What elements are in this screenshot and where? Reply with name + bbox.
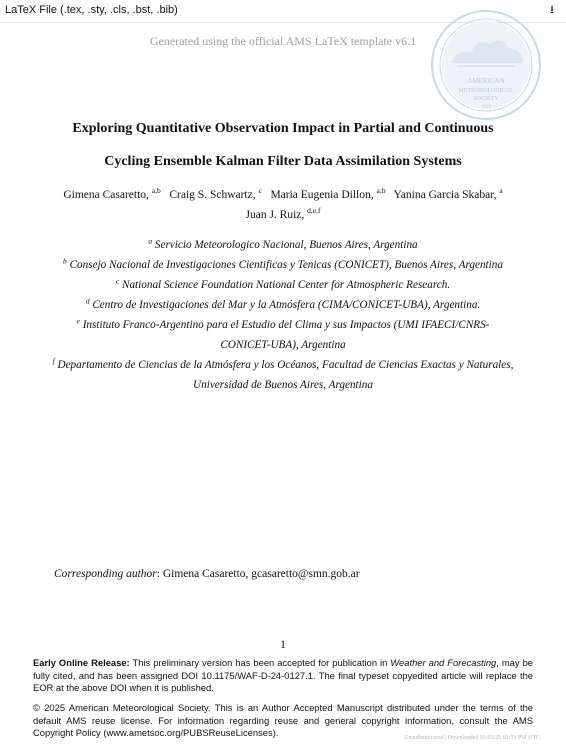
affiliation: $^b$ Consejo Nacional de Investigaciones Cientificas y Tenicas (CONICET), Buenos Aires, Argentina [63, 256, 503, 271]
corresponding-author-value: : Gimena Casaretto, gcasaretto@smn.gob.ar [156, 568, 360, 580]
copyright-notice: © 2025 American Meteorological Society. This is an Author Accepted Manuscript distributed under the terms of the default AMS reuse license. For information regarding reuse and general copyright information, consult the AMS Copyright Policy (www.ametsoc.org/PUBSReuseLicenses). [33, 702, 533, 738]
early-release-label: Early Online Release: [33, 657, 130, 668]
author: Maria Eugenia Dillon, $^{a,b}$ [270, 186, 386, 201]
corresponding-author-label: Corresponding author [54, 568, 157, 580]
page-number: 1 [280, 637, 286, 651]
ams-seal-watermark [429, 8, 543, 122]
early-release-notice: Early Online Release: This preliminary version has been accepted for publication in Weather and Forecasting, may be fully cited, and has been assigned DOI 10.1175/WAF-D-24-0127.1. The final typeset copyedited article will replace the EOR at the above DOI when it is published. [33, 657, 533, 693]
author-list [40, 185, 526, 225]
file-type-label: LaTeX File (.tex, .sty, .cls, .bst, .bib) [5, 4, 178, 16]
corresponding-author [54, 568, 360, 580]
seal-line2: METEOROLOGICAL [458, 88, 514, 94]
seal-line1: AMERICAN [467, 77, 505, 85]
author: Yanina Garcia Skabar, $^a$ [393, 186, 503, 201]
paper-title-line-2: Cycling Ensemble Kalman Filter Data Assimilation Systems [104, 154, 462, 169]
author: Craig S. Schwartz, $^c$ [169, 186, 262, 201]
download-stamp: Unauthenticated | Downloaded 05/02/25 01:53 PM UTC [404, 735, 540, 741]
affiliation: $^c$ National Science Foundation National Center for Atmospheric Research. [115, 276, 451, 291]
affiliation: $^f$ Departamento de Ciencias de la Atmósfera y los Océanos, Facultad de Ciencias Exactas y Naturales, Universidad de Buenos Aires, Argentina [52, 356, 514, 391]
affiliation-list [30, 235, 536, 395]
affiliation: $^a$ Servicio Meteorologico Nacional, Buenos Aires, Argentina [148, 236, 418, 251]
seal-line3: SOCIETY [473, 96, 499, 102]
author: Juan J. Ruiz, $^{d,e,f}$ [245, 206, 321, 221]
download-icon[interactable]: ⭳ [550, 3, 554, 16]
affiliation: $^e$ Instituto Franco-Argentino para el Estudio del Clima y sus Impactos (UMI IFAECI/CNRS-CONICET-UBA), Argentina [76, 316, 490, 351]
journal-name: Weather and Forecasting [390, 657, 497, 668]
paper-title-line-1: Exploring Quantitative Observation Impact in Partial and Continuous [72, 121, 494, 136]
author: Gimena Casaretto, $^{a,b}$ [63, 186, 161, 201]
template-note: Generated using the official AMS LaTeX template v6.1 [149, 34, 417, 48]
seal-year: 1919 [481, 105, 491, 110]
affiliation: $^d$ Centro de Investigaciones del Mar y la Atmósfera (CIMA/CONICET-UBA), Argentina. [85, 296, 481, 311]
